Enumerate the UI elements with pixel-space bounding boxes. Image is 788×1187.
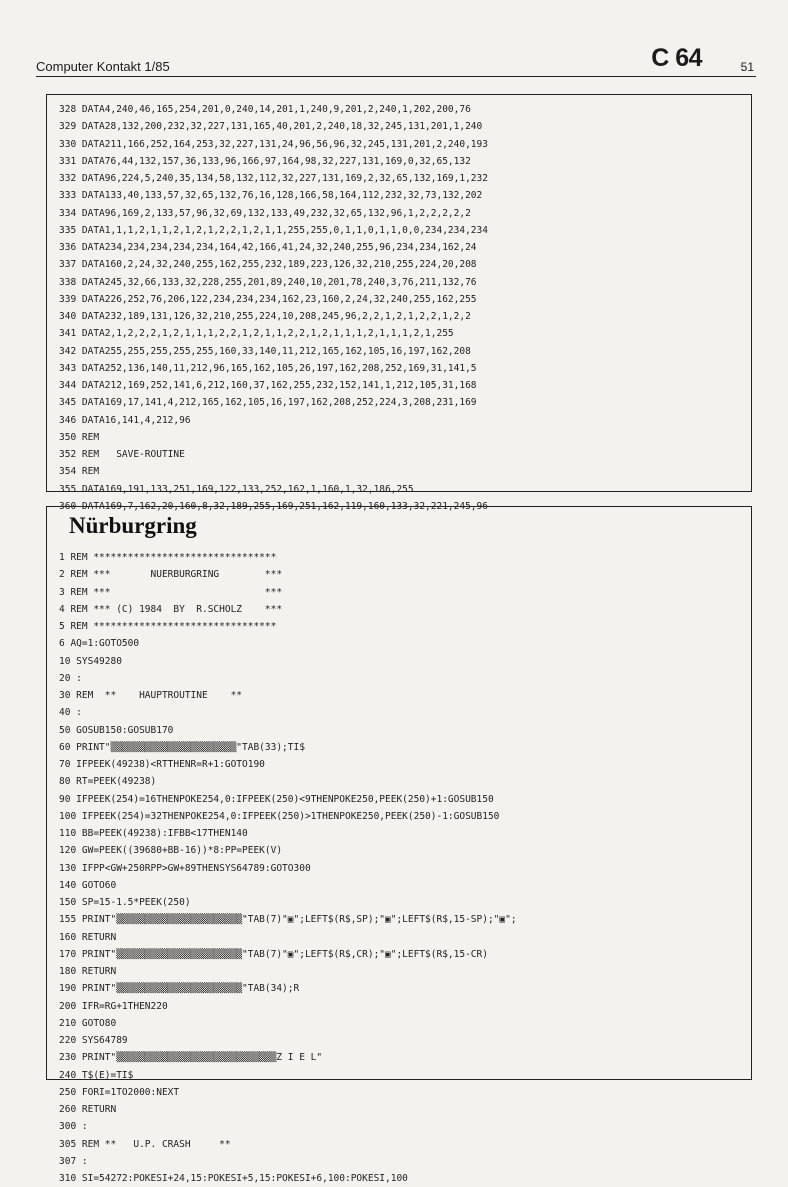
code-line: 335 DATA1,1,1,2,1,1,2,1,2,1,2,2,1,2,1,1,255,255,0,1,1,0,1,1,0,0,234,234,234: [59, 224, 488, 236]
code-line: 341 DATA2,1,2,2,2,1,2,1,1,1,2,2,1,2,1,1,2,2,1,2,1,1,1,2,1,1,1,2,1,255: [59, 328, 454, 340]
code-line: 331 DATA76,44,132,157,36,133,96,166,97,164,98,32,227,131,169,0,32,65,132: [59, 155, 471, 167]
magazine-issue: Computer Kontakt 1/85: [36, 59, 170, 74]
code-line: 354 REM: [59, 466, 100, 478]
code-line: 250 FORI=1TO2000:NEXT: [59, 1086, 180, 1098]
code-line: 230 PRINT"▒▒▒▒▒▒▒▒▒▒▒▒▒▒▒▒▒▒▒▒▒▒▒▒▒▒▒▒Z I E L": [59, 1052, 323, 1064]
code-line: 110 BB=PEEK(49238):IFBB<17THEN140: [59, 828, 248, 839]
code-line: 5 REM ********************************: [59, 621, 277, 632]
code-line: 350 REM: [59, 431, 100, 443]
code-line: 338 DATA245,32,66,133,32,228,255,201,89,240,10,201,78,240,3,76,211,132,76: [59, 276, 477, 288]
page-header: [36, 40, 756, 80]
code-line: 3 REM *** ***: [59, 586, 283, 598]
code-line: 190 PRINT"▒▒▒▒▒▒▒▒▒▒▒▒▒▒▒▒▒▒▒▒▒▒"TAB(34);R: [59, 983, 300, 995]
code-line: 260 RETURN: [59, 1104, 117, 1115]
code-line: 130 IFPP<GW+250RPP>GW+89THENSYS64789:GOTO300: [59, 862, 311, 874]
code-line: 342 DATA255,255,255,255,255,160,33,140,11,212,165,162,105,16,197,162,208: [59, 345, 471, 357]
page-number: 51: [740, 60, 754, 74]
code-line: 30 REM ** HAUPTROUTINE **: [59, 690, 243, 701]
code-line: 307 :: [59, 1155, 88, 1167]
code-line: 170 PRINT"▒▒▒▒▒▒▒▒▒▒▒▒▒▒▒▒▒▒▒▒▒▒"TAB(7)"▣";LEFT$(R$,CR);"▣";LEFT$(R$,15-CR): [59, 948, 488, 960]
code-line: 310 SI=54272:POKESI+24,15:POKESI+5,15:POKESI+6,100:POKESI,100: [59, 1173, 408, 1184]
section-label: C 64: [651, 44, 702, 72]
listing-box-nuerburgring: [46, 506, 752, 1184]
code-line: 1 REM ********************************: [59, 552, 277, 563]
code-line: 40 :: [59, 707, 82, 719]
code-line: 6 AQ=1:GOTO500: [59, 638, 140, 650]
code-line: 140 GOTO60: [59, 879, 117, 891]
code-line: 180 RETURN: [59, 966, 117, 977]
code-line: 20 :: [59, 672, 82, 684]
code-line: 220 SYS64789: [59, 1035, 128, 1046]
code-line: 346 DATA16,141,4,212,96: [59, 414, 191, 426]
code-line: 50 GOSUB150:GOSUB170: [59, 724, 174, 736]
code-line: 60 PRINT"▒▒▒▒▒▒▒▒▒▒▒▒▒▒▒▒▒▒▒▒▒▒"TAB(33);TI$: [59, 741, 305, 753]
code-line: 334 DATA96,169,2,133,57,96,32,69,132,133,49,232,32,65,132,96,1,2,2,2,2,2: [59, 207, 471, 219]
code-line: 336 DATA234,234,234,234,234,164,42,166,41,24,32,240,255,96,234,234,162,24: [59, 242, 477, 253]
code-listing-data: [59, 101, 488, 515]
code-line: 330 DATA211,166,252,164,253,32,227,131,24,96,56,96,32,245,131,201,2,240,193: [59, 138, 488, 150]
code-line: 352 REM SAVE-ROUTINE: [59, 449, 185, 460]
code-line: 305 REM ** U.P. CRASH **: [59, 1138, 231, 1150]
code-listing-basic: [59, 549, 517, 1187]
code-line: 337 DATA160,2,24,32,240,255,162,255,232,189,223,126,32,210,255,224,20,208: [59, 259, 477, 271]
code-line: 355 DATA169,191,133,251,169,122,133,252,162,1,160,1,32,186,255: [59, 483, 414, 495]
code-line: 10 SYS49280: [59, 655, 122, 667]
code-line: 344 DATA212,169,252,141,6,212,160,37,162,255,232,152,141,1,212,105,31,168: [59, 380, 477, 391]
code-line: 328 DATA4,240,46,165,254,201,0,240,14,201,1,240,9,201,2,240,1,202,200,76: [59, 104, 471, 115]
code-line: 2 REM *** NUERBURGRING ***: [59, 569, 283, 581]
code-line: 360 DATA169,7,162,20,160,8,32,189,255,169,251,162,119,160,133,32,221,245,96: [59, 500, 488, 512]
code-line: 155 PRINT"▒▒▒▒▒▒▒▒▒▒▒▒▒▒▒▒▒▒▒▒▒▒"TAB(7)"▣";LEFT$(R$,SP);"▣";LEFT$(R$,15-SP);"▣";: [59, 914, 517, 926]
listing-box-continued: [46, 94, 752, 512]
code-line: 343 DATA252,136,140,11,212,96,165,162,105,26,197,162,208,252,169,31,141,5: [59, 362, 477, 374]
code-line: 4 REM *** (C) 1984 BY R.SCHOLZ ***: [59, 603, 283, 615]
code-line: 80 RT=PEEK(49238): [59, 776, 157, 788]
code-line: 90 IFPEEK(254)=16THENPOKE254,0:IFPEEK(250)<9THENPOKE250,PEEK(250)+1:GOSUB150: [59, 793, 494, 805]
code-line: 333 DATA133,40,133,57,32,65,132,76,16,128,166,58,164,112,232,32,73,132,202: [59, 190, 483, 202]
code-line: 340 DATA232,189,131,126,32,210,255,224,10,208,245,96,2,2,1,2,1,2,2,1,2,2: [59, 311, 471, 322]
code-line: 345 DATA169,17,141,4,212,165,162,105,16,197,162,208,252,224,3,208,231,169: [59, 397, 477, 409]
code-line: 160 RETURN: [59, 931, 117, 943]
code-line: 300 :: [59, 1121, 88, 1133]
code-line: 120 GW=PEEK((39680+BB-16))*8:PP=PEEK(V): [59, 845, 283, 857]
header-rule: [36, 76, 756, 77]
code-line: 332 DATA96,224,5,240,35,134,58,132,112,32,227,131,169,2,32,65,132,169,1,232: [59, 173, 488, 184]
code-line: 339 DATA226,252,76,206,122,234,234,234,162,23,160,2,24,32,240,255,162,255: [59, 293, 477, 305]
program-title: Nürburgring: [69, 513, 197, 538]
code-line: 100 IFPEEK(254)=32THENPOKE254,0:IFPEEK(250)>1THENPOKE250,PEEK(250)-1:GOSUB150: [59, 810, 500, 822]
code-line: 150 SP=15-1.5*PEEK(250): [59, 897, 191, 908]
code-line: 240 T$(E)=TI$: [59, 1069, 134, 1081]
code-line: 329 DATA28,132,200,232,32,227,131,165,40,201,2,240,18,32,245,131,201,1,240: [59, 121, 483, 133]
code-line: 200 IFR=RG+1THEN220: [59, 1000, 168, 1012]
code-line: 210 GOTO80: [59, 1017, 117, 1029]
code-line: 70 IFPEEK(49238)<RTTHENR=R+1:GOTO190: [59, 759, 265, 770]
